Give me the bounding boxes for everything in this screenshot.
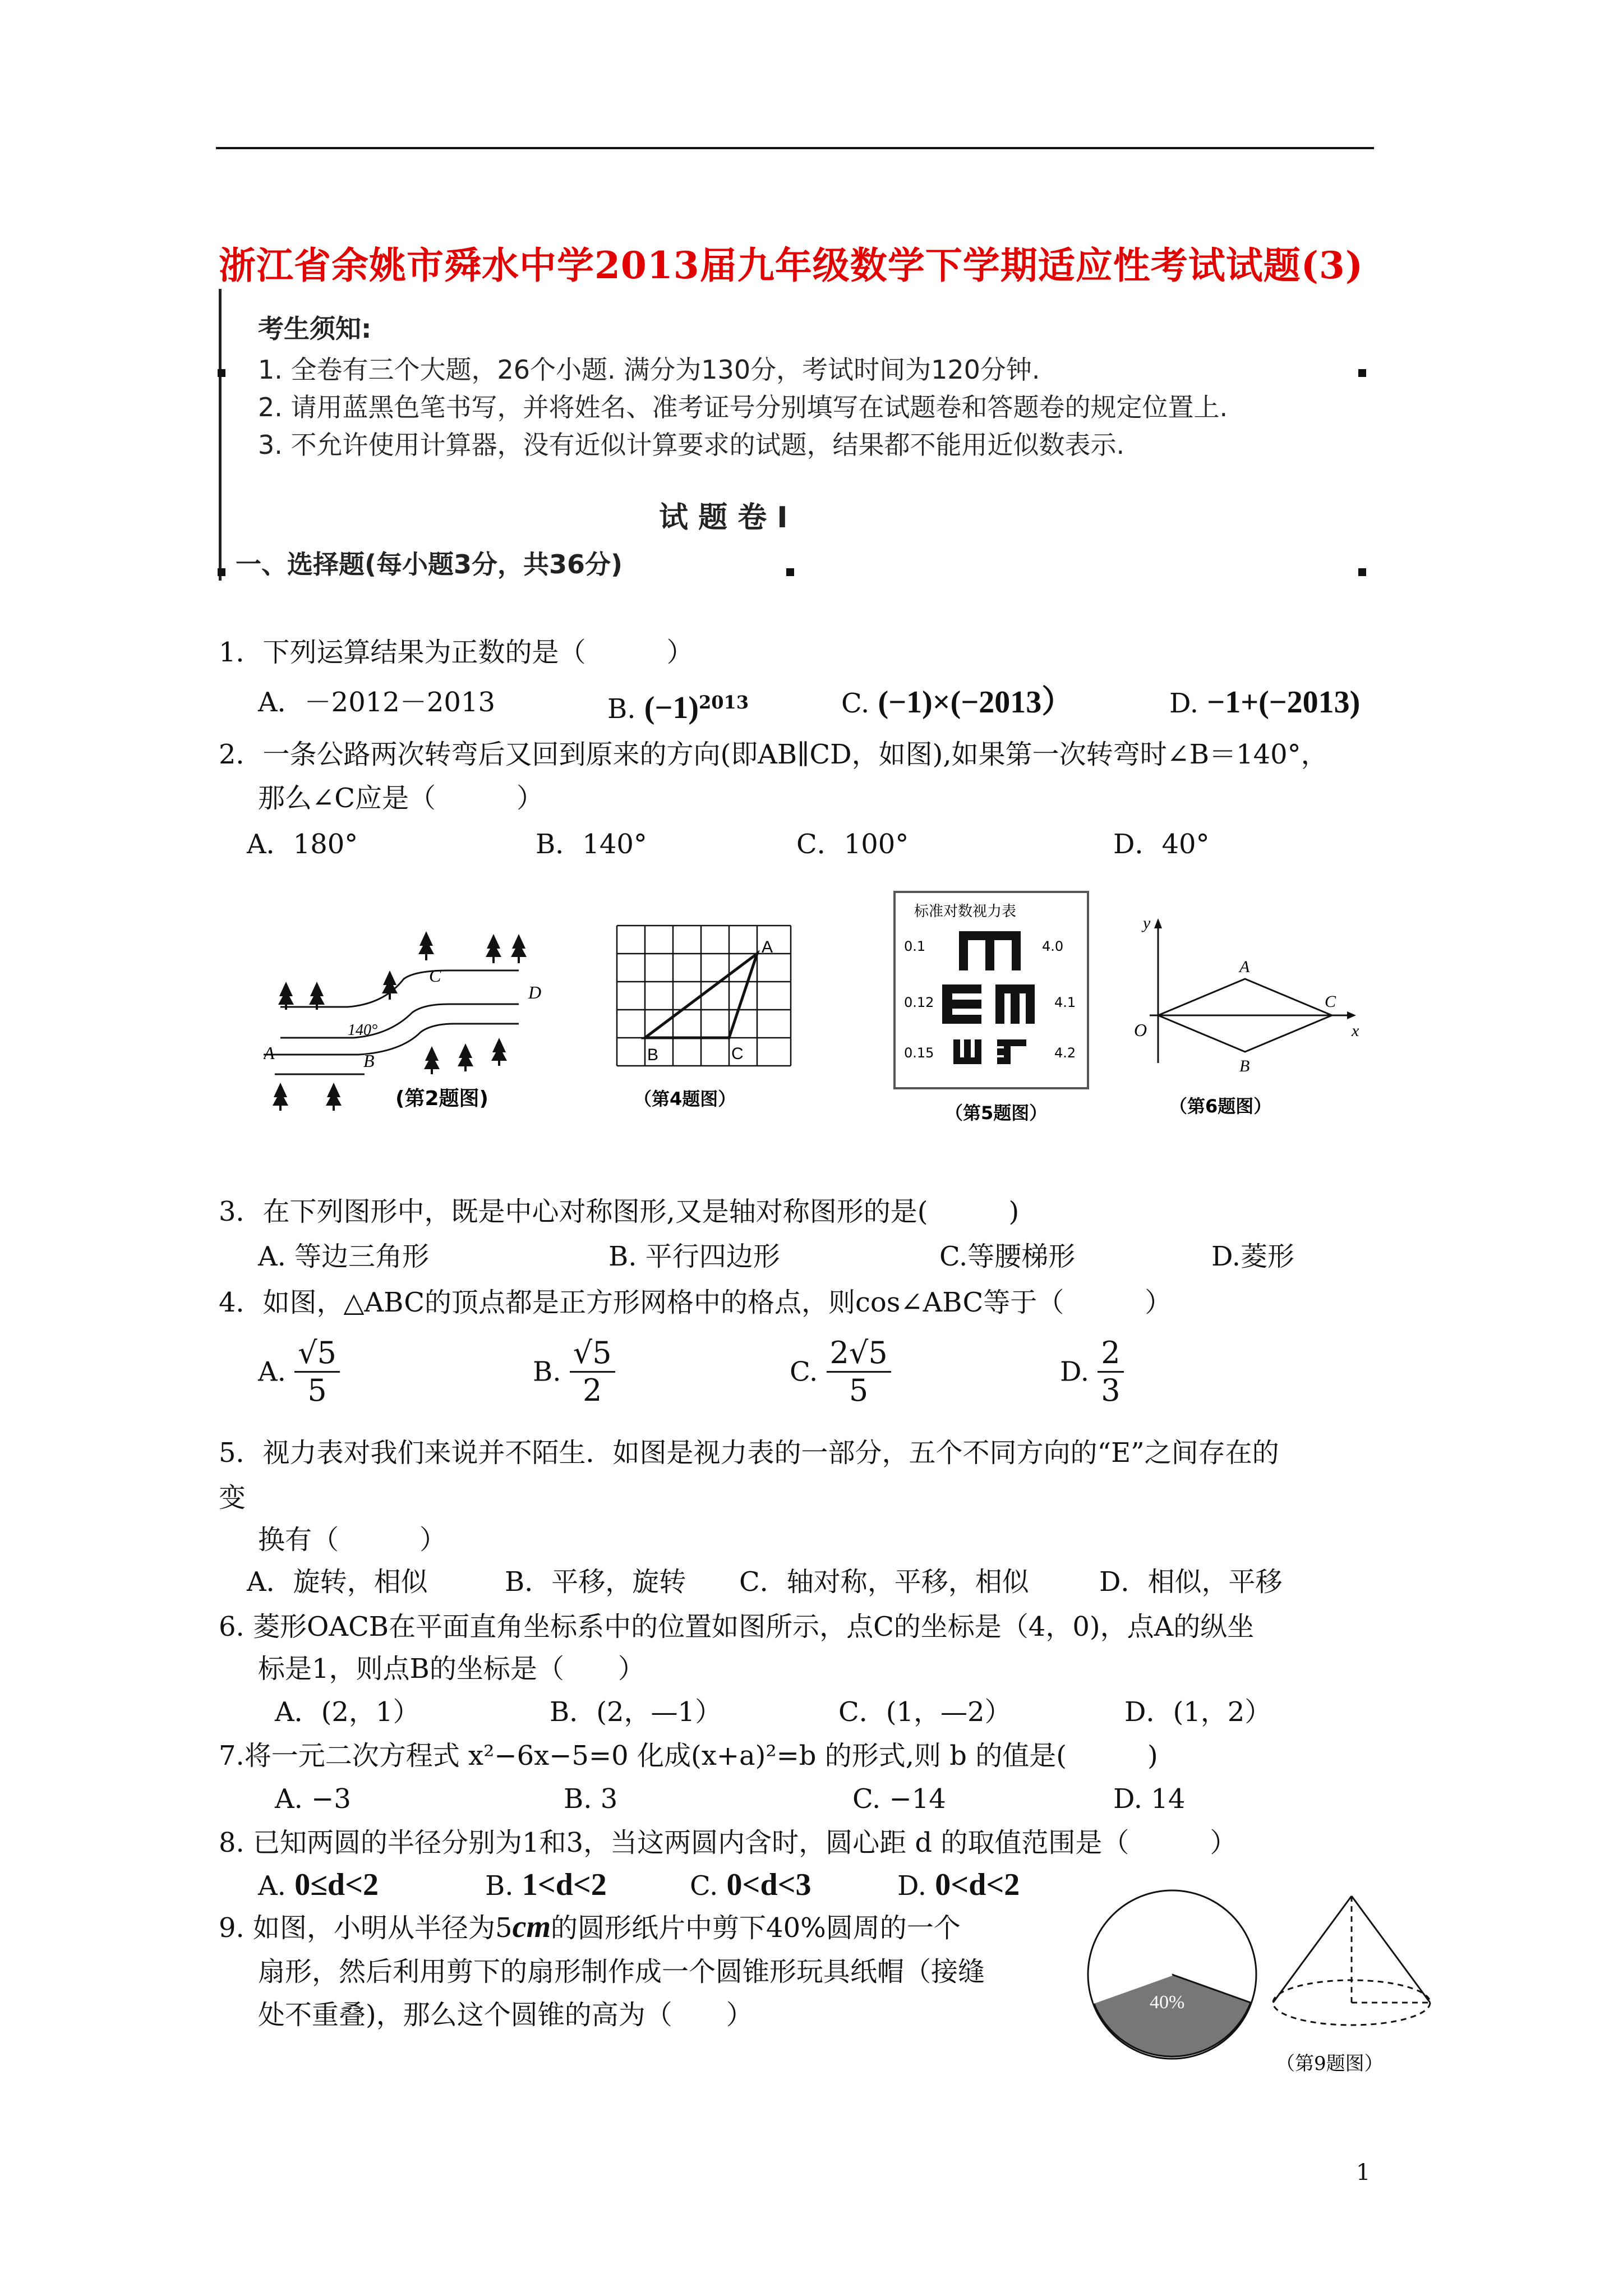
notice-mark — [218, 568, 225, 576]
q5-stem-line3: 换有（ ） — [258, 1524, 447, 1556]
q4-stem: 4．如图，△ABC的顶点都是正方形网格中的格点，则cos∠ABC等于（ ） — [219, 1287, 1172, 1318]
fig2-caption: (第2题图) — [395, 1087, 488, 1110]
q3-option-c: C.等腰梯形 — [939, 1241, 1076, 1272]
q4-d-fraction — [1098, 1335, 1123, 1409]
fig2-label-b: B — [363, 1051, 375, 1071]
q3-option-b: B. 平行四边形 — [608, 1241, 780, 1272]
q7-option-c: C. −14 — [852, 1783, 946, 1815]
q1-option-c — [841, 685, 1073, 720]
section-heading: 一、选择题(每小题3分，共36分) — [236, 549, 623, 579]
q4-a-fraction — [294, 1335, 340, 1409]
q4-option-b — [533, 1335, 615, 1409]
fig6-label-c: C — [1325, 992, 1336, 1011]
paper-label: 试 题 卷 Ⅰ — [659, 501, 788, 535]
q9-stem-post: 的圆形纸片中剪下40%圆周的一个 — [551, 1912, 961, 1944]
fig6-label-b: B — [1239, 1057, 1250, 1075]
q6-option-b: B．(2，—1） — [550, 1696, 722, 1728]
q9-stem-line3: 处不重叠)，那么这个圆锥的高为（ ） — [258, 1999, 753, 2031]
q1-b-base: (−1) — [644, 691, 699, 725]
q4-c-numerator: 2√5 — [827, 1335, 891, 1373]
q8-d-label: D. — [897, 1870, 927, 1902]
notice-mark — [1358, 568, 1366, 576]
q7-stem: 7.将一元二次方程式 x²−6x−5=0 化成(x+a)²=b 的形式,则 b 的值是( ) — [219, 1740, 1158, 1772]
q4-d-numerator: 2 — [1098, 1335, 1123, 1373]
q8-a-expr: 0≤d<2 — [294, 1867, 379, 1902]
q5-option-b: B．平移，旋转 — [505, 1566, 686, 1598]
q8-option-b — [485, 1868, 607, 1903]
q8-option-a — [258, 1868, 379, 1903]
q4-d-label: D. — [1060, 1356, 1090, 1388]
q2-option-b: B．140° — [536, 829, 647, 860]
fig2-angle-label: 140° — [348, 1022, 378, 1039]
fig5-row3-left: 0.15 — [904, 1045, 934, 1061]
q4-option-d — [1060, 1335, 1124, 1409]
fig5-row1-right: 4.0 — [1042, 938, 1064, 954]
q8-c-expr: 0<d<3 — [726, 1867, 811, 1902]
q4-c-denominator: 5 — [849, 1373, 869, 1408]
notice-mark — [1358, 369, 1366, 377]
q4-a-label: A. — [258, 1356, 286, 1388]
q8-option-d — [897, 1868, 1020, 1903]
fig4-label-a: A — [762, 938, 773, 956]
notice-mark — [786, 568, 794, 576]
figure-2-road — [264, 920, 578, 1122]
q2-stem-line1: 2．一条公路两次转弯后又回到原来的方向(即AB∥CD，如图),如果第一次转弯时∠B＝140°， — [219, 739, 1328, 770]
q6-option-c: C．(1，—2） — [838, 1696, 1012, 1728]
notice-item-2: 2. 请用蓝黑色笔书写，并将姓名、准考证号分别填写在试题卷和答题卷的规定位置上. — [258, 392, 1228, 422]
fig5-header: 标准对数视力表 — [914, 903, 1017, 920]
page-number: 1 — [1356, 2160, 1371, 2185]
fig5-row3-right: 4.2 — [1054, 1045, 1076, 1061]
q4-b-label: B. — [533, 1356, 561, 1388]
q1-b-label: B. — [607, 693, 636, 725]
fig4-label-b: B — [647, 1046, 659, 1064]
q8-b-expr: 1<d<2 — [522, 1867, 607, 1902]
q7-option-d: D. 14 — [1113, 1783, 1186, 1815]
q1-d-label: D. — [1169, 688, 1199, 719]
q8-a-label: A. — [258, 1870, 286, 1902]
figure-6-rhombus — [1127, 912, 1368, 1125]
q4-b-numerator: √5 — [570, 1335, 615, 1373]
q1-option-a: A．－2012－2013 — [258, 687, 495, 718]
q5-option-d: D．相似，平移 — [1099, 1566, 1283, 1598]
fig5-row2-left: 0.12 — [904, 995, 934, 1010]
q2-option-c: C．100° — [796, 829, 909, 860]
q9-stem-line2: 扇形，然后利用剪下的扇形制作成一个圆锥形玩具纸帽（接缝 — [258, 1956, 985, 1987]
q6-option-d: D．(1，2） — [1124, 1696, 1272, 1728]
q4-option-a — [258, 1335, 340, 1409]
fig4-caption: （第4题图） — [634, 1088, 736, 1110]
figure-5-eye-chart — [892, 889, 1094, 1130]
q1-c-label: C. — [841, 688, 870, 719]
q8-c-label: C. — [690, 1870, 718, 1902]
q2-option-a: A．180° — [247, 829, 358, 860]
q8-b-label: B. — [485, 1870, 514, 1902]
q4-option-c — [790, 1335, 891, 1409]
q6-option-a: A．(2，1） — [275, 1696, 420, 1728]
q8-stem: 8. 已知两圆的半径分别为1和3，当这两圆内含时，圆心距 d 的取值范围是（ ） — [219, 1827, 1237, 1858]
fig9-caption: （第9题图） — [1276, 2053, 1384, 2075]
fig9-percent-label: 40% — [1150, 1992, 1185, 2013]
fig5-row2-right: 4.1 — [1054, 995, 1076, 1010]
notice-left-bar — [219, 289, 222, 581]
q1-stem: 1．下列运算结果为正数的是（ ） — [219, 637, 694, 668]
fig2-label-c: C — [429, 965, 441, 986]
top-rule — [216, 147, 1374, 149]
q1-b-exp: 2013 — [699, 692, 749, 713]
q4-b-denominator: 2 — [583, 1373, 602, 1408]
notice-mark — [218, 369, 225, 377]
notice-heading: 考生须知: — [258, 314, 372, 344]
q1-option-d — [1169, 685, 1360, 720]
fig6-label-x: x — [1352, 1022, 1359, 1040]
eye-chart-symbols — [942, 931, 1035, 1064]
q8-d-expr: 0<d<2 — [935, 1867, 1020, 1902]
q3-stem: 3．在下列图形中，既是中心对称图形,又是轴对称图形的是( ) — [219, 1196, 1020, 1227]
page-title: 浙江省余姚市舜水中学2013届九年级数学下学期适应性考试试题(3) — [219, 243, 1364, 287]
fig6-caption: （第6题图） — [1169, 1096, 1272, 1117]
q6-stem-line1: 6. 菱形OACB在平面直角坐标系中的位置如图所示，点C的坐标是（4，0)，点A的纵坐 — [219, 1611, 1255, 1642]
q3-option-a: A. 等边三角形 — [258, 1241, 430, 1272]
q4-c-label: C. — [790, 1356, 818, 1388]
notice-item-1: 1. 全卷有三个大题，26个小题. 满分为130分，考试时间为120分钟. — [258, 355, 1040, 385]
exam-notice-box — [219, 289, 1391, 583]
fig6-label-y: y — [1143, 914, 1151, 932]
q5-option-a: A．旋转，相似 — [247, 1566, 428, 1598]
q7-option-a: A. −3 — [275, 1783, 351, 1815]
q7-option-b: B. 3 — [564, 1783, 618, 1815]
q5-stem-line2: 变 — [219, 1482, 246, 1513]
q6-stem-line2: 标是1，则点B的坐标是（ ） — [258, 1653, 645, 1685]
q5-stem-line1: 5．视力表对我们来说并不陌生．如图是视力表的一部分，五个不同方向的“E”之间存在的 — [219, 1437, 1279, 1469]
q8-option-c — [690, 1868, 811, 1903]
fig4-label-c: C — [731, 1045, 744, 1063]
q2-option-d: D．40° — [1113, 829, 1210, 860]
fig6-label-o: O — [1134, 1020, 1147, 1040]
q5-option-c: C．轴对称，平移，相似 — [739, 1566, 1029, 1598]
fig2-label-d: D — [528, 982, 542, 1002]
q2-stem-line2: 那么∠C应是（ ） — [258, 783, 543, 814]
q9-stem-line1 — [219, 1910, 961, 1945]
fig2-label-a: A — [264, 1043, 275, 1063]
q9-stem-pre: 9. 如图，小明从半径为5 — [219, 1912, 513, 1944]
fig6-label-a: A — [1239, 958, 1250, 976]
q4-d-denominator: 3 — [1101, 1373, 1121, 1408]
q1-option-b — [607, 685, 749, 726]
figure-4-grid — [611, 920, 802, 1122]
q9-unit: cm — [512, 1910, 551, 1944]
q1-d-expr: −1+(−2013) — [1207, 685, 1361, 720]
q3-option-d: D.菱形 — [1211, 1241, 1295, 1272]
q4-b-fraction — [570, 1335, 615, 1409]
q1-c-expr: (−1)×(−2013） — [878, 685, 1073, 720]
q4-c-fraction — [827, 1335, 891, 1409]
fig5-caption: （第5题图） — [945, 1102, 1048, 1124]
fig5-row1-left: 0.1 — [904, 938, 926, 954]
q4-a-denominator: 5 — [307, 1373, 327, 1408]
figure-9-sector-cone — [1082, 1885, 1441, 2098]
notice-item-3: 3. 不允许使用计算器，没有近似计算要求的试题，结果都不能用近似数表示. — [258, 430, 1125, 460]
q4-a-numerator: √5 — [294, 1335, 340, 1373]
